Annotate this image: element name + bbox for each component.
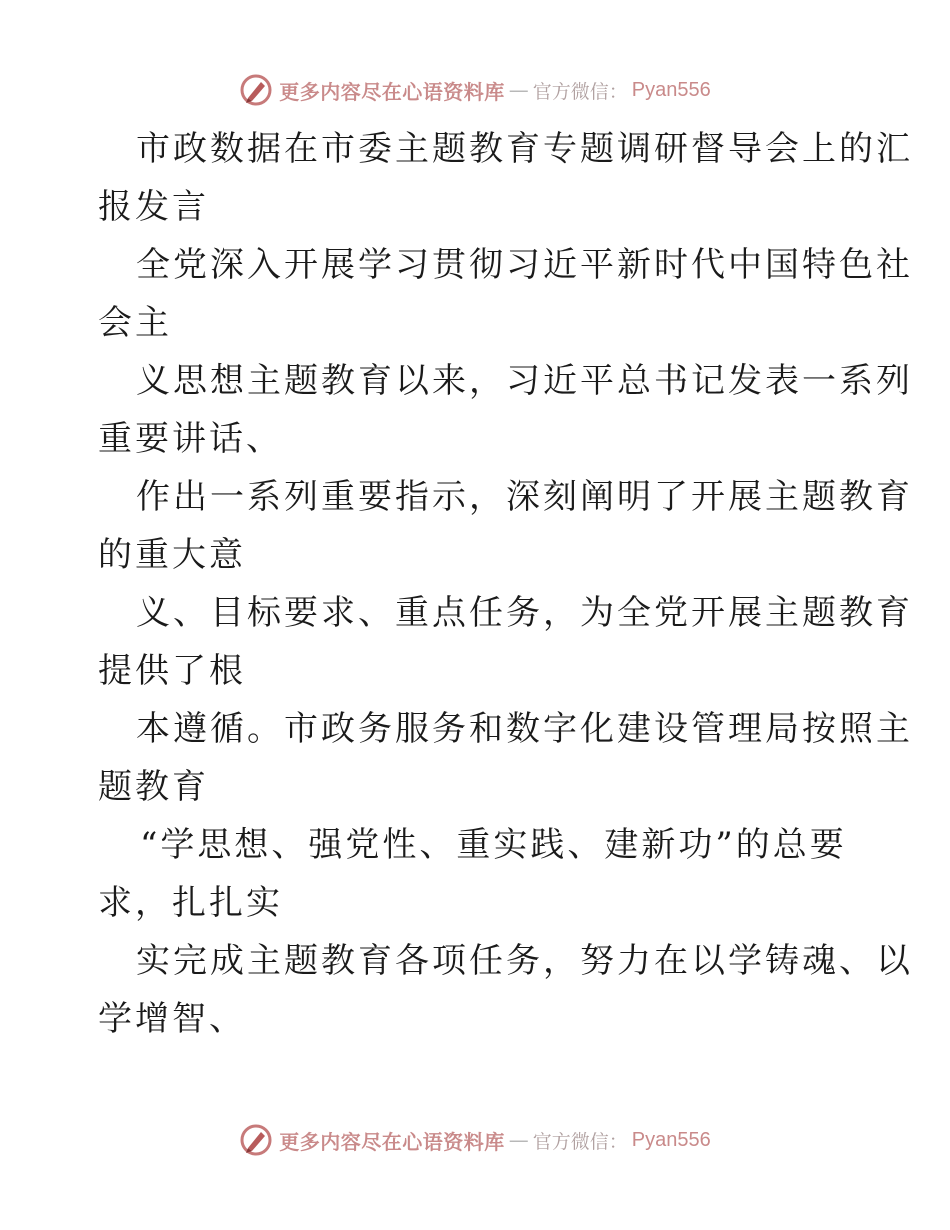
header-banner-text: 更多内容尽在心语资料库 xyxy=(279,79,505,104)
doc-line: 实完成主题教育各项任务，努力在以学铸魂、以 xyxy=(136,941,913,981)
document-body xyxy=(98,120,913,1048)
header-separator: — xyxy=(508,78,529,102)
doc-line: 学增智、 xyxy=(98,999,246,1039)
doc-line: 的重大意 xyxy=(98,535,246,575)
footer-separator: — xyxy=(508,1128,529,1152)
doc-line: 会主 xyxy=(98,303,172,343)
doc-line: 报发言 xyxy=(98,187,209,227)
pen-logo-icon xyxy=(239,1123,273,1157)
doc-line: 作出一系列重要指示，深刻阐明了开展主题教育 xyxy=(136,477,913,517)
doc-line: 市政数据在市委主题教育专题调研督导会上的汇 xyxy=(136,129,913,169)
doc-line: “学思想、强党性、重实践、建新功”的总要 xyxy=(140,825,847,865)
doc-line: 本遵循。市政务服务和数字化建设管理局按照主 xyxy=(136,709,913,749)
header-banner xyxy=(0,70,950,110)
footer-wechat-id: Pyan556 xyxy=(631,1128,711,1151)
doc-line: 提供了根 xyxy=(98,651,246,691)
doc-line: 全党深入开展学习贯彻习近平新时代中国特色社 xyxy=(136,245,913,285)
doc-line: 义思想主题教育以来，习近平总书记发表一系列 xyxy=(136,361,913,401)
doc-line: 题教育 xyxy=(98,767,209,807)
doc-line: 求，扎扎实 xyxy=(98,883,283,923)
header-wechat-id: Pyan556 xyxy=(631,78,711,101)
pen-logo-icon xyxy=(239,73,273,107)
header-wechat-label: 官方微信： xyxy=(532,80,628,103)
footer-banner xyxy=(0,1120,950,1160)
footer-wechat-label: 官方微信： xyxy=(532,1130,628,1153)
doc-line: 义、目标要求、重点任务，为全党开展主题教育 xyxy=(136,593,913,633)
doc-line: 重要讲话、 xyxy=(98,419,283,459)
footer-banner-text: 更多内容尽在心语资料库 xyxy=(279,1129,505,1154)
